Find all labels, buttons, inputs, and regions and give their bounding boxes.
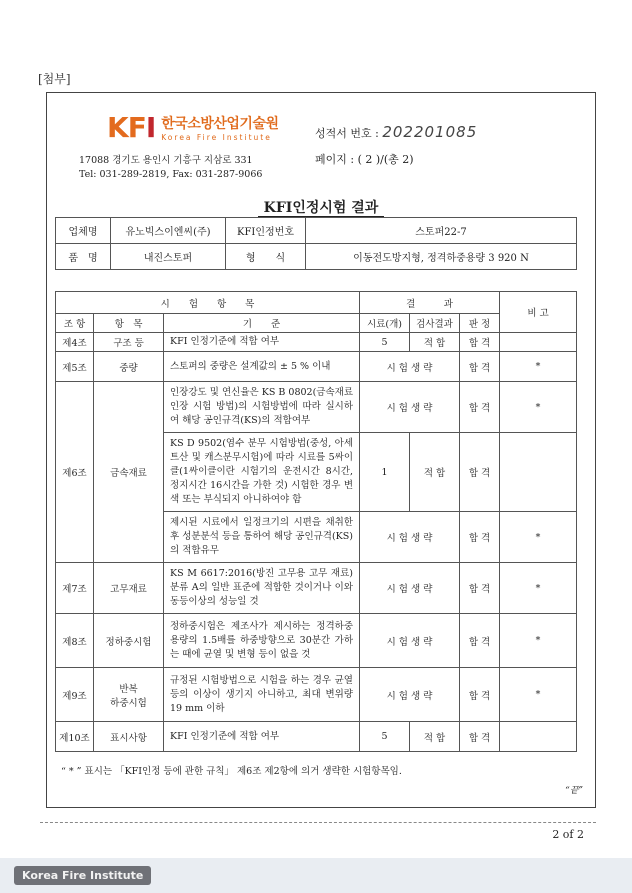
row-judgment: 합 격	[460, 433, 500, 512]
row-test-omitted: 시 험 생 략	[360, 512, 460, 563]
row-item: 정하중시험	[94, 614, 164, 668]
row-remark: *	[500, 668, 577, 722]
header-standard: 기 준	[164, 314, 360, 333]
attachment-label: [첨부]	[38, 72, 71, 86]
cert-label: KFI인정번호	[226, 218, 306, 244]
row-samples: 1	[360, 433, 410, 512]
row-test-omitted: 시 험 생 략	[360, 668, 460, 722]
row-standard: 제시된 시료에서 일정크기의 시편을 채취한 후 성분분석 등을 통하여 해당 공인규격(KS)의 적합유무	[164, 512, 360, 563]
header-article: 조 항	[56, 314, 94, 333]
page-label: 페이지 : ( 2 )/(총 2)	[315, 153, 414, 166]
table-row	[56, 352, 577, 382]
page-title: KFI인정시험 결과	[47, 197, 595, 217]
test-results-table	[55, 291, 577, 752]
report-meta	[315, 119, 477, 173]
report-number-label: 성적서 번호 :	[315, 127, 379, 140]
row-remark: *	[500, 563, 577, 614]
row-article: 제6조	[56, 382, 94, 563]
row-remark: *	[500, 614, 577, 668]
product-value: 내진스토퍼	[111, 244, 226, 270]
row-standard: 스토퍼의 중량은 설계값의 ± 5 % 이내	[164, 352, 360, 382]
row-judgment: 합 격	[460, 563, 500, 614]
row-remark: *	[500, 352, 577, 382]
row-remark	[500, 722, 577, 752]
row-standard: KS D 9502(염수 분무 시험방법(중성, 아세트산 및 캐스분무시험)에 따라 시료를 5싸이클(1싸이클이란 시험기의 운전시간 8시간, 정지시간 16시간을 가한 것) 시험한 경우 변색 또는 부식되지 아니하여야 함	[164, 433, 360, 512]
header-inspection: 검사결과	[410, 314, 460, 333]
table-row	[56, 563, 577, 614]
watermark-logo: Korea Fire Institute	[14, 866, 151, 885]
table-row	[56, 614, 577, 668]
row-judgment: 합 격	[460, 668, 500, 722]
type-value: 이동전도방지형, 정격하중용량 3 920 N	[306, 244, 577, 270]
row-test-omitted: 시 험 생 략	[360, 614, 460, 668]
row-remark: *	[500, 382, 577, 433]
row-judgment: 합 격	[460, 352, 500, 382]
row-judgment: 합 격	[460, 333, 500, 352]
table-row	[56, 382, 577, 433]
footnote: “ * ” 표시는 「KFI인정 등에 관한 규칙」 제6조 제2항에 의거 생략한 시험항목임.	[61, 766, 402, 777]
kfi-logo	[107, 111, 299, 144]
row-test-omitted: 시 험 생 략	[360, 382, 460, 433]
report-number-value: 202201085	[382, 123, 478, 141]
row-judgment: 합 격	[460, 614, 500, 668]
row-remark	[500, 433, 577, 512]
row-judgment: 합 격	[460, 382, 500, 433]
report-frame	[46, 92, 596, 808]
header-samples: 시료(개)	[360, 314, 410, 333]
header-judgment: 판 정	[460, 314, 500, 333]
row-article: 제10조	[56, 722, 94, 752]
row-article: 제4조	[56, 333, 94, 352]
table-row	[56, 668, 577, 722]
row-test-omitted: 시 험 생 략	[360, 563, 460, 614]
page-number: 2 of 2	[552, 828, 584, 841]
row-inspection: 적 합	[410, 333, 460, 352]
row-standard: 규정된 시험방법으로 시험을 하는 경우 균열 등의 이상이 생기지 아니하고, 최대 변위량 19 mm 이하	[164, 668, 360, 722]
table-row	[56, 722, 577, 752]
row-item: 고무재료	[94, 563, 164, 614]
product-info-table	[55, 217, 577, 270]
org-name-ko: 한국소방산업기술원	[161, 116, 279, 132]
row-item: 반복 하중시험	[94, 668, 164, 722]
type-label: 형 식	[226, 244, 306, 270]
row-article: 제5조	[56, 352, 94, 382]
table-row	[56, 333, 577, 352]
product-label: 품 명	[56, 244, 111, 270]
org-header	[79, 111, 299, 182]
row-samples: 5	[360, 722, 410, 752]
row-item: 금속재료	[94, 382, 164, 563]
org-address: 17088 경기도 용인시 기흥구 지삼로 331	[79, 155, 253, 166]
company-label: 업체명	[56, 218, 111, 244]
end-mark: “끝”	[565, 786, 583, 796]
row-remark	[500, 333, 577, 352]
row-standard: 인장강도 및 연신율은 KS B 0802(금속재료 인장 시험 방법)의 시험방법에 따라 실시하여 해당 공인규격(KS)의 적합여부	[164, 382, 360, 433]
row-test-omitted: 시 험 생 략	[360, 352, 460, 382]
kfi-logo-icon: KFI	[107, 111, 156, 144]
row-article: 제8조	[56, 614, 94, 668]
row-samples: 5	[360, 333, 410, 352]
org-contact: Tel: 031-289-2819, Fax: 031-287-9066	[79, 169, 263, 180]
row-standard: KS M 6617:2016(방진 고무용 고무 재료) 분류 A의 일반 표준에 적합한 것이거나 이와 동등이상의 성능일 것	[164, 563, 360, 614]
row-remark: *	[500, 512, 577, 563]
header-item: 항 목	[94, 314, 164, 333]
org-name-en: Korea Fire Institute	[161, 133, 272, 142]
header-result: 결 과	[360, 292, 500, 314]
header-remark: 비 고	[500, 292, 577, 333]
row-standard: 정하중시험은 제조사가 제시하는 정격하중용량의 1.5배를 하중방향으로 30분간 가하는 때에 균열 및 변형 등이 없을 것	[164, 614, 360, 668]
row-judgment: 합 격	[460, 722, 500, 752]
row-standard: KFI 인정기준에 적합 여부	[164, 333, 360, 352]
watermark-bar	[0, 858, 632, 893]
row-inspection: 적 합	[410, 433, 460, 512]
company-value: 유노빅스이엔씨(주)	[111, 218, 226, 244]
row-standard: KFI 인정기준에 적합 여부	[164, 722, 360, 752]
row-item: 표시사항	[94, 722, 164, 752]
cert-value: 스토퍼22-7	[306, 218, 577, 244]
row-item: 구조 등	[94, 333, 164, 352]
row-article: 제7조	[56, 563, 94, 614]
row-item: 중량	[94, 352, 164, 382]
row-inspection: 적 합	[410, 722, 460, 752]
header-test-items: 시 험 항 목	[56, 292, 360, 314]
row-article: 제9조	[56, 668, 94, 722]
row-judgment: 합 격	[460, 512, 500, 563]
page-divider	[40, 822, 596, 823]
